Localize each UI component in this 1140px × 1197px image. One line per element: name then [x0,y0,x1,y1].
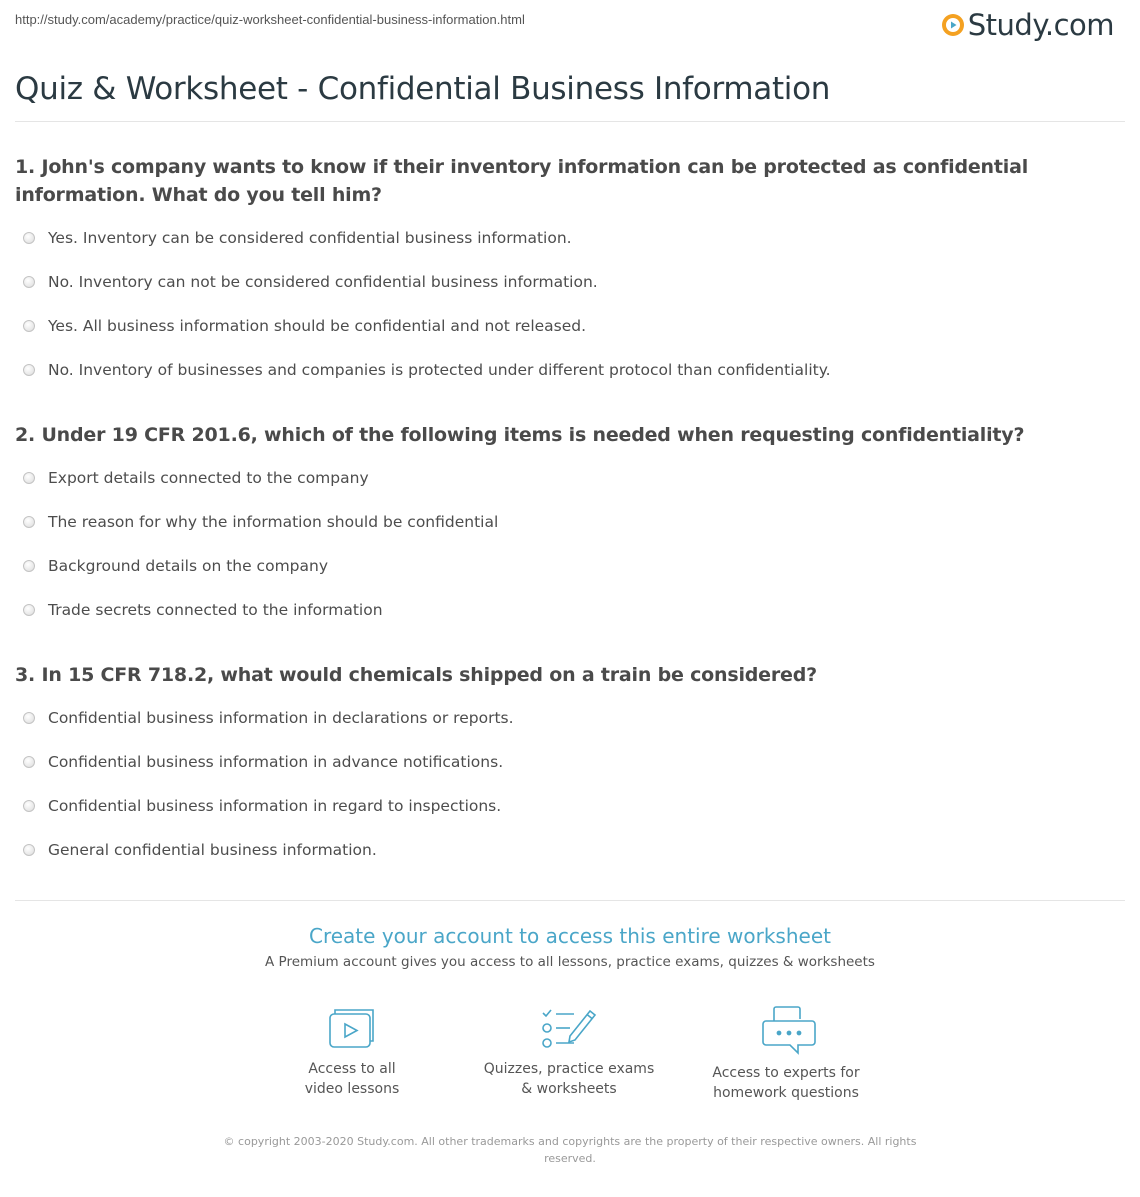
answer-option-label: Confidential business information in regard to inspections. [48,797,502,815]
feature-video-lessons [257,1005,447,1099]
answer-option-label: General confidential business information. [48,841,377,859]
copyright-notice: © copyright 2003-2020 Study.com. All other trademarks and copyrights are the property of their respective owners. All rights reserved. [223,1135,917,1165]
study-com-logo[interactable] [941,8,1114,42]
feature-label: video lessons [304,1081,400,1097]
logo-text: Study.com [967,8,1114,42]
answer-option-label: Yes. Inventory can be considered confidential business information. [48,229,572,247]
answer-option[interactable] [23,229,572,247]
answer-option-label: Yes. All business information should be confidential and not released. [48,317,587,335]
radio-button-icon[interactable] [23,276,35,288]
answer-option-label: Export details connected to the company [48,469,369,487]
answer-option[interactable] [23,273,598,291]
premium-description: A Premium account gives you access to all lessons, practice exams, quizzes & worksheets [265,954,875,970]
radio-button-icon[interactable] [23,364,35,376]
radio-button-icon[interactable] [23,232,35,244]
answer-option-label: Confidential business information in advance notifications. [48,753,504,771]
feature-label: Access to experts for [712,1065,860,1081]
radio-button-icon[interactable] [23,756,35,768]
answer-option[interactable] [23,709,514,727]
video-lessons-icon [326,1005,378,1051]
radio-button-icon[interactable] [23,604,35,616]
answer-option-label: No. Inventory of businesses and companies is protected under different protocol than confidentiality. [48,361,831,379]
create-account-link[interactable]: Create your account to access this entire worksheet [309,924,831,948]
answer-option-label: Trade secrets connected to the information [48,601,383,619]
feature-quizzes [474,1005,664,1099]
answer-option[interactable] [23,797,501,815]
answer-option[interactable] [23,469,369,487]
feature-label: homework questions [713,1085,859,1101]
answer-option-label: No. Inventory can not be considered confidential business information. [48,273,598,291]
answer-option-label: The reason for why the information should be confidential [48,513,499,531]
radio-button-icon[interactable] [23,516,35,528]
answer-option[interactable] [23,317,586,335]
feature-label: Access to all [308,1061,396,1077]
play-circle-logo-icon [941,13,965,37]
answer-option[interactable] [23,601,383,619]
divider [15,900,1125,901]
divider [15,121,1125,122]
answer-option[interactable] [23,513,498,531]
radio-button-icon[interactable] [23,712,35,724]
radio-button-icon[interactable] [23,560,35,572]
answer-option[interactable] [23,753,503,771]
quizzes-checklist-icon [540,1005,598,1051]
page-url: http://study.com/academy/practice/quiz-worksheet-confidential-business-information.html [15,12,525,27]
page-title: Quiz & Worksheet - Confidential Business Information [15,71,831,107]
feature-label: & worksheets [521,1081,617,1097]
question-2: 2. Under 19 CFR 201.6, which of the following items is needed when requesting confidentiality? [15,424,1025,446]
radio-button-icon[interactable] [23,844,35,856]
answer-option[interactable] [23,361,831,379]
feature-label: Quizzes, practice exams [483,1061,655,1077]
question-1: 1. John's company wants to know if their inventory information can be protected as confidential information. What do you tell him? [15,156,1029,206]
radio-button-icon[interactable] [23,320,35,332]
question-3: 3. In 15 CFR 718.2, what would chemicals shipped on a train be considered? [15,664,817,686]
answer-option[interactable] [23,557,328,575]
expert-chat-icon [754,1005,818,1055]
answer-option-label: Confidential business information in declarations or reports. [48,709,514,727]
radio-button-icon[interactable] [23,472,35,484]
answer-option-label: Background details on the company [48,557,328,575]
radio-button-icon[interactable] [23,800,35,812]
answer-option[interactable] [23,841,377,859]
feature-experts [691,1005,881,1103]
